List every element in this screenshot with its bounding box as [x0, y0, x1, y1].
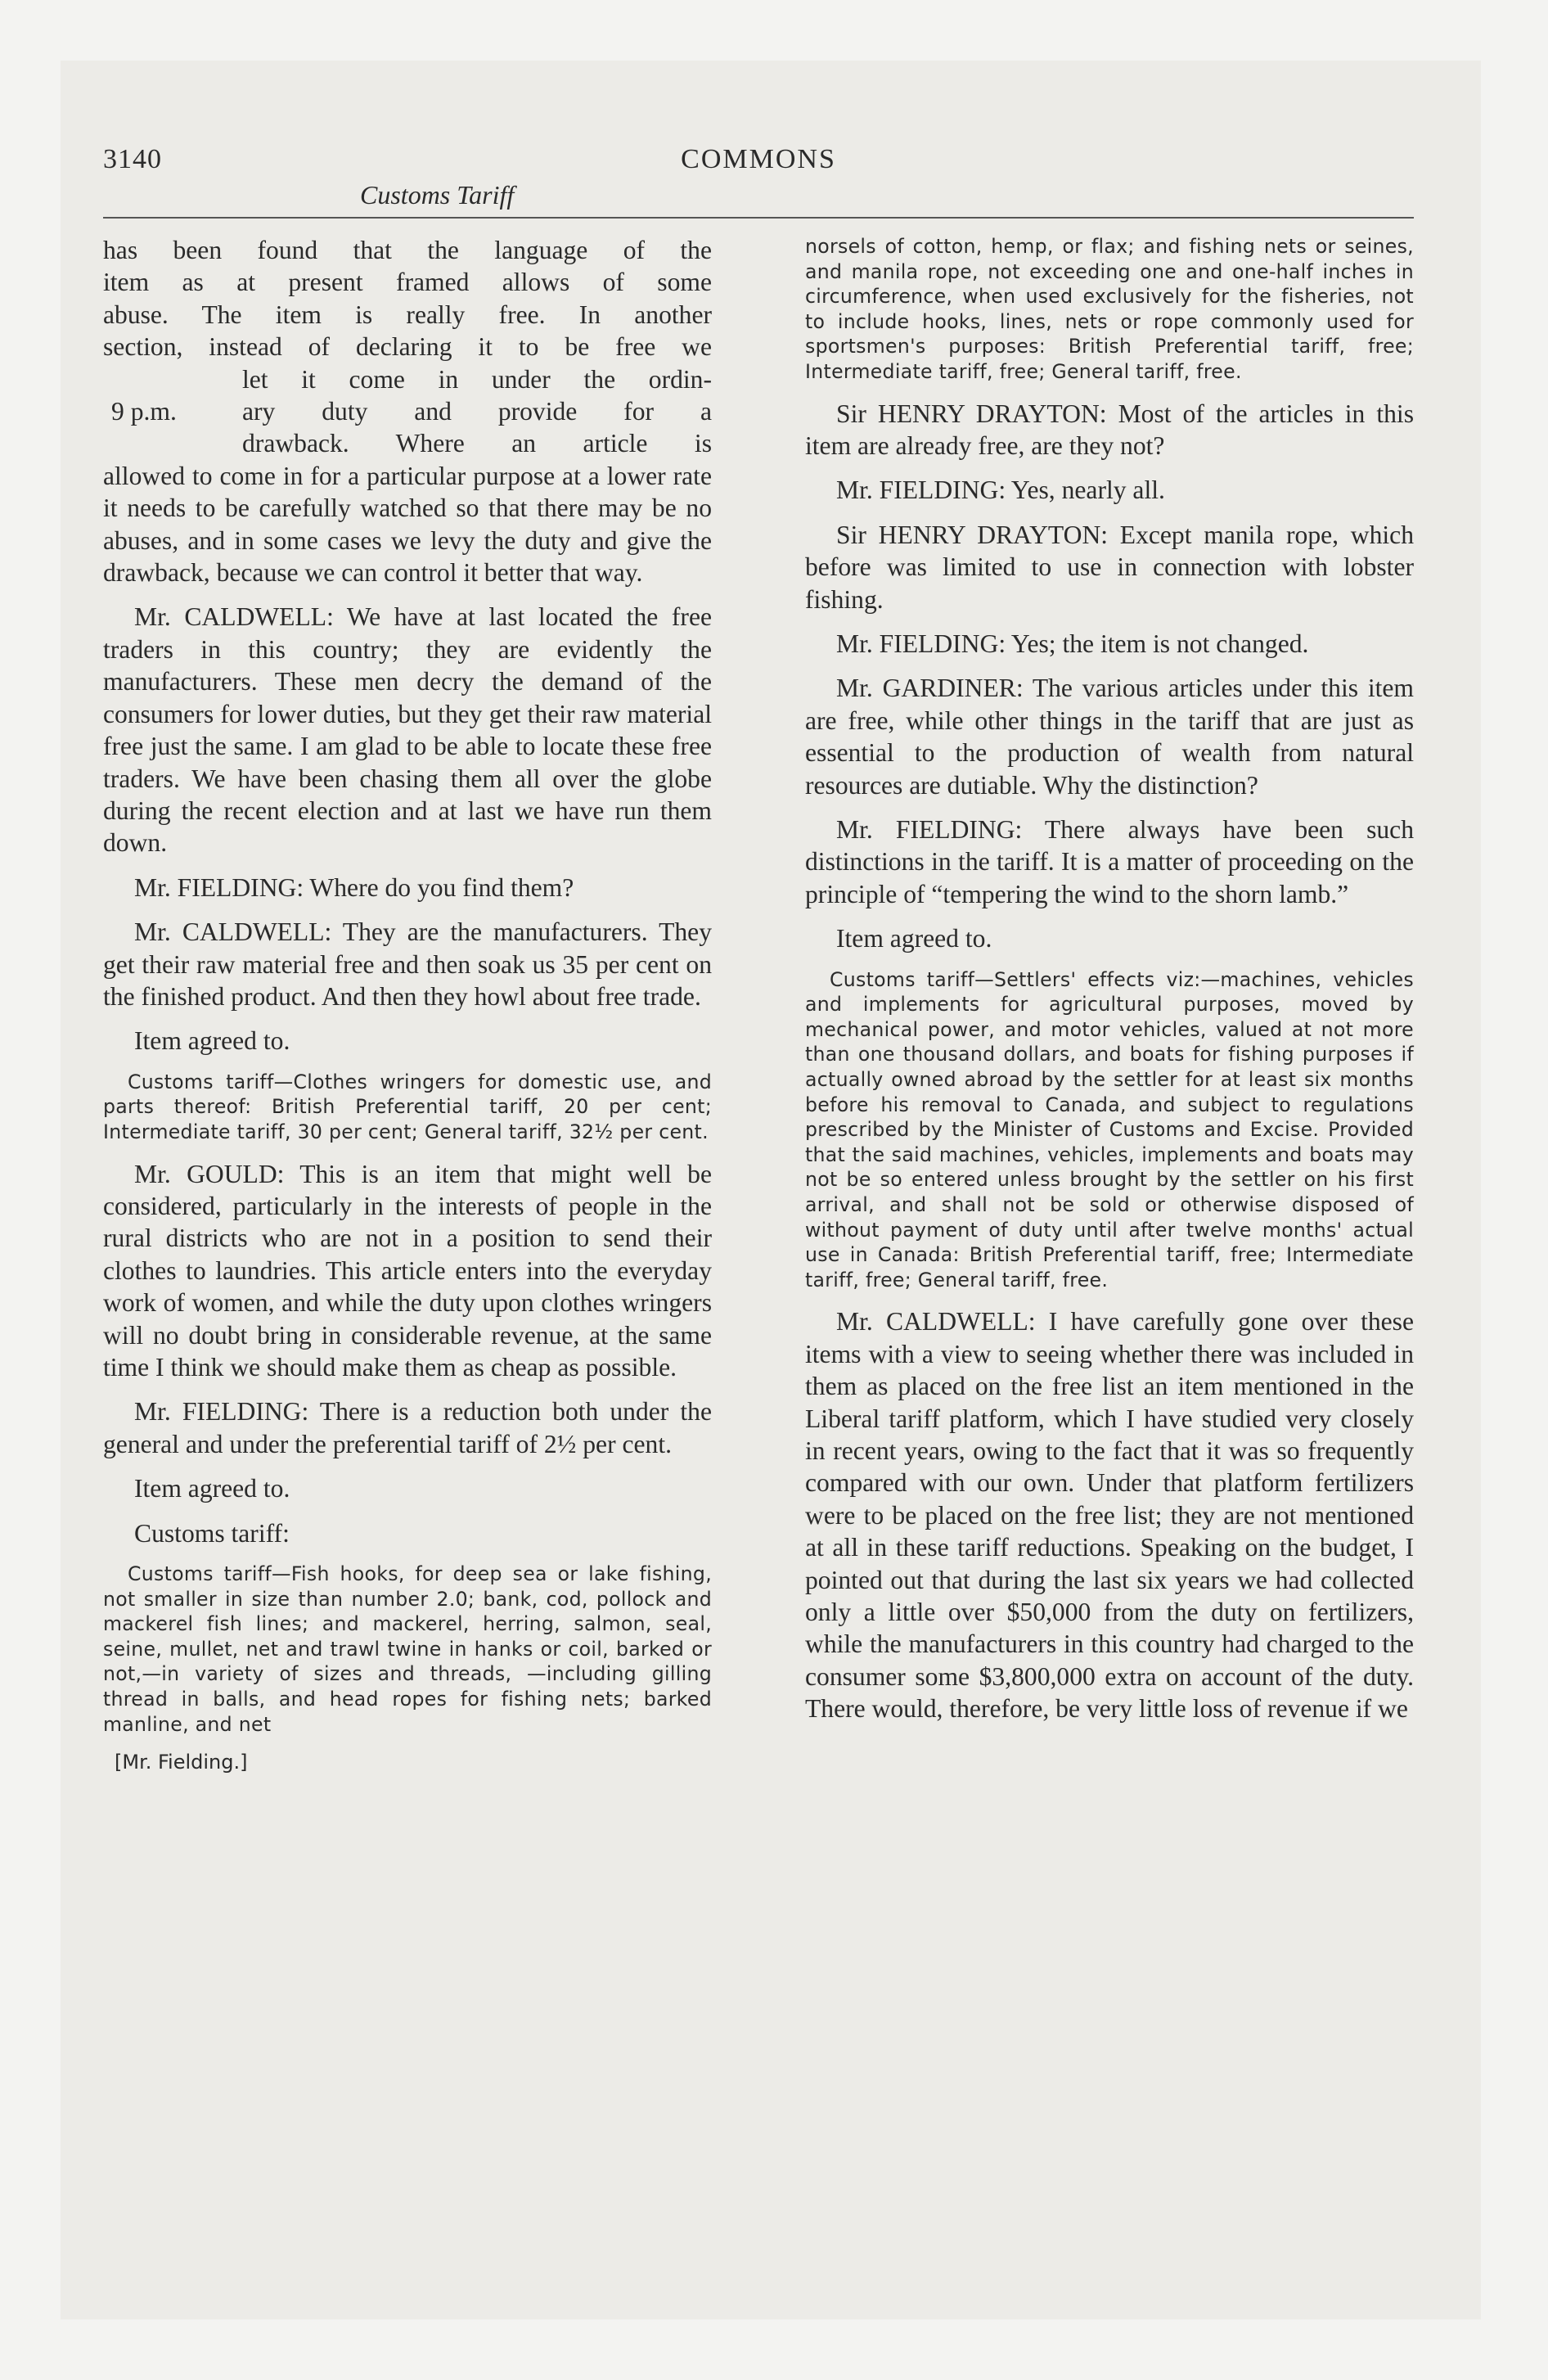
tariff-item: Customs tariff—Settlers' effects viz:—machines, vehicles and implements for agricultural purposes, moved by mechanical power, and motor vehicles, valued at not more than one thousand dollars, and boats for fishing purposes if actually owned abroad by the settler for at least six months before his removal to Canada, and subject to regulations prescribed by the Minister of Customs and Excise. Provided that the said machines, vehicles, implements and boats may not be so entered unless brought by the settler on his first arrival, and shall not be sold or otherwise disposed of without payment of duty until after twelve months' actual use in Canada: British Preferential tariff, free; Intermediate tariff, free; General tariff, free.	[805, 967, 1414, 1291]
text-line: section, instead of declaring it to be free we	[103, 332, 712, 362]
speaker-reference: [Mr. Fielding.]	[115, 1751, 248, 1774]
item-agreed: Item agreed to.	[836, 924, 992, 953]
page-number: 3140	[103, 144, 162, 174]
speech-fielding: Mr. FIELDING: Where do you find them?	[134, 872, 574, 902]
speech-fielding: Mr. FIELDING: There always have been such distinctions in the tariff. It is a matter of proceeding on the principle of “tempering the wind to the shorn lamb.”	[805, 815, 1414, 908]
right-column	[805, 234, 1414, 1738]
item-agreed: Item agreed to.	[134, 1026, 290, 1056]
tariff-item-continued: norsels of cotton, hemp, or flax; and fishing nets or seines, and manila rope, not exceeding one and one-half inches in circumference, when used exclusively for the fisheries, not to include hooks, lines, nets or rope commonly used for sportsmen's purposes: British Preferential tariff, free; Intermediate tariff, free; General tariff, free.	[805, 235, 1414, 383]
tariff-heading: Customs tariff:	[134, 1518, 290, 1548]
text-line: drawback. Where an article is	[242, 429, 712, 458]
text-line: item as at present framed allows of some	[103, 268, 712, 297]
text-line: abuse. The item is really free. In another	[103, 300, 712, 329]
tariff-item: Customs tariff—Fish hooks, for deep sea or lake fishing, not smaller in size than number 2.0; bank, cod, pollock and mackerel fish lines; and mackerel, herring, salmon, seal, seine, mullet, net and trawl twine in hanks or coil, barked or not,—in variety of sizes and threads, —including gilling thread in balls, and head ropes for fishing nets; barked manline, and net	[103, 1562, 712, 1736]
text-line: let it come in under the ordin-	[242, 364, 712, 394]
opening-lines	[103, 234, 712, 363]
text-line: has been found that the language of the	[103, 236, 712, 264]
page-header	[103, 139, 1414, 214]
header-rule	[103, 217, 1414, 219]
section-subhead: Customs Tariff	[360, 180, 515, 210]
running-head: COMMONS	[681, 144, 836, 174]
speech-caldwell: Mr. CALDWELL: We have at last located the free traders in this country; they are evidently the manufacturers. These men decry the demand of the consumers for lower duties, but they get their raw material free just the same. I am glad to be able to locate these free traders. We have been chasing them all over the globe during the recent election and at last we have run them down.	[103, 602, 712, 858]
item-agreed: Item agreed to.	[134, 1474, 290, 1503]
speech-drayton: Sir HENRY DRAYTON: Except manila rope, which before was limited to use in connection with lobster fishing.	[805, 520, 1414, 614]
text-line: ary duty and provide for a	[242, 397, 712, 426]
time-marker-block	[103, 363, 712, 460]
speech-gould: Mr. GOULD: This is an item that might well be considered, particularly in the interests of people in the rural districts who are not in a position to send their clothes to laundries. This article enters into the everyday work of women, and while the duty upon clothes wringers will no doubt bring in considerable revenue, at the same time I think we should make them as cheap as possible.	[103, 1159, 712, 1382]
time-marker: 9 p.m.	[111, 397, 177, 426]
speech-fielding: Mr. FIELDING: Yes; the item is not changed.	[836, 629, 1309, 658]
paragraph: allowed to come in for a particular purpose at a lower rate it needs to be carefully watched so that there may be no abuses, and in some cases we levy the duty and give the drawback, because we can control it better that way.	[103, 461, 712, 588]
speech-drayton: Sir HENRY DRAYTON: Most of the articles in this item are already free, are they not?	[805, 399, 1414, 460]
speech-caldwell: Mr. CALDWELL: They are the manufacturers. They get their raw material free and then soak us 35 per cent on the finished product. And then they howl about free trade.	[103, 917, 712, 1011]
left-column	[103, 234, 712, 1774]
speech-fielding: Mr. FIELDING: Yes, nearly all.	[836, 476, 1165, 505]
speech-fielding: Mr. FIELDING: There is a reduction both under the general and under the preferential tariff of 2½ per cent.	[103, 1397, 712, 1458]
speech-gardiner: Mr. GARDINER: The various articles under this item are free, while other things in the tariff that are just as essential to the production of wealth from natural resources are dutiable. Why the distinction?	[805, 674, 1414, 800]
speech-caldwell: Mr. CALDWELL: I have carefully gone over these items with a view to seeing whether there was included in them as placed on the free list an item mentioned in the Liberal tariff platform, which I have studied very closely in recent years, owing to the fact that it was so frequently compared with our own. Under that platform fertilizers were to be placed on the free list; they are not mentioned at all in these tariff reductions. Speaking on the budget, I pointed out that during the last six years we had collected only a little over $50,000 from the duty on fertilizers, while the manufacturers in this country had charged to the consumer some $3,800,000 extra on account of the duty. There would, therefore, be very little loss of revenue if we	[805, 1307, 1414, 1724]
tariff-item: Customs tariff—Clothes wringers for domestic use, and parts thereof: British Preferential tariff, 20 per cent; Intermediate tariff, 30 per cent; General tariff, 32½ per cent.	[103, 1070, 712, 1143]
